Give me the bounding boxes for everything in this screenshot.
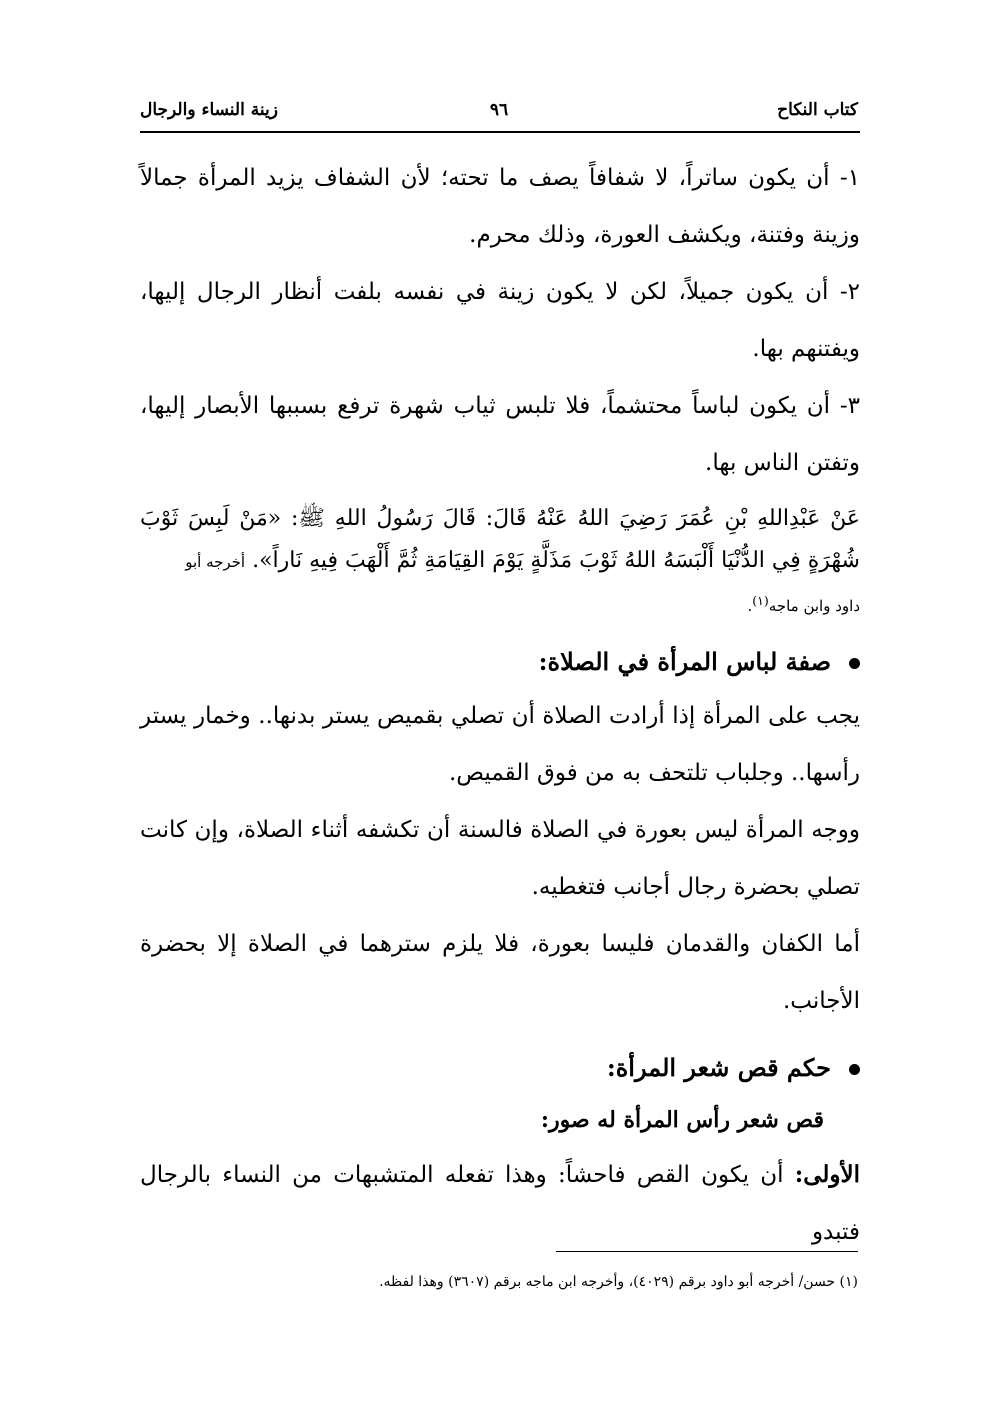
hadith-body: عَنْ عَبْدِاللهِ بْنِ عُمَرَ رَضِيَ اللهُ عَنْهُ قَالَ: قَالَ رَسُولُ اللهِ ﷺ: «مَنْ لَبِسَ ثَوْبَ شُهْرَةٍ فِي الدُّنْيَا أَلْبَسَهُ اللهُ ثَوْبَ مَذَلَّةٍ يَوْمَ القِيَامَةِ ثُمَّ أَلْهَبَ فِيهِ نَاراً». <box>140 506 860 573</box>
page-body <box>140 150 860 1261</box>
paragraph-2: ٢- أن يكون جميلاً، لكن لا يكون زينة في نفسه بلفت أنظار الرجال إليها، ويفتنهم بها. <box>140 279 860 362</box>
heading-2-text: حكم قص شعر المرأة: <box>606 1053 831 1082</box>
hadith-reference <box>140 583 860 624</box>
page-number: ٩٦ <box>489 100 509 120</box>
hadith-ref-b: داود وابن ماجه <box>768 597 860 615</box>
header-rule <box>140 131 860 133</box>
bullet-icon <box>849 1064 860 1075</box>
subheading: قص شعر رأس المرأة له صور: <box>540 1107 824 1133</box>
paragraph-1: ١- أن يكون ساتراً، لا شفافاً يصف ما تحته؛ لأن الشفاف يزيد المرأة جمالاً وزينة وفتنة، ويكشف العورة، وذلك محرم. <box>140 165 860 248</box>
heading-1-text: صفة لباس المرأة في الصلاة: <box>538 647 831 676</box>
paragraph-7-lead: الأولى: <box>794 1161 860 1188</box>
paragraph-7 <box>140 1146 860 1261</box>
paragraph-3: ٣- أن يكون لباساً محتشماً، فلا تلبس ثياب شهرة ترفع بسببها الأبصار إليها، وتفتن الناس بها. <box>140 393 860 476</box>
footnote: (١) حسن/ أخرجه أبو داود برقم (٤٠٢٩)، وأخرجه ابن ماجه برقم (٣٦٠٧) وهذا لفظه. <box>379 1274 858 1290</box>
paragraph-7-text: أن يكون القص فاحشاً: وهذا تفعله المتشبهات من النساء بالرجال فتبدو <box>140 1162 860 1245</box>
paragraph-6: أما الكفان والقدمان فليسا بعورة، فلا يلزم سترهما في الصلاة إلا بحضرة الأجانب. <box>140 931 860 1014</box>
book-title: كتاب النكاح <box>777 100 858 120</box>
hadith-ref-end: . <box>747 597 753 615</box>
paragraph-5: ووجه المرأة ليس بعورة في الصلاة فالسنة أن تكشفه أثناء الصلاة، وإن كانت تصلي بحضرة رجال أجانب فتغطيه. <box>140 817 860 900</box>
section-heading-prayer-clothing <box>140 636 860 688</box>
section-heading-hair-cutting <box>140 1042 860 1094</box>
hadith-text <box>140 498 860 583</box>
footnote-rule <box>556 1251 858 1252</box>
footnote-marker: (١) <box>752 593 769 608</box>
bullet-icon <box>849 658 860 669</box>
chapter-title: زينة النساء والرجال <box>140 100 278 120</box>
running-header <box>140 100 858 130</box>
hadith-ref-a: أخرجه أبو <box>185 553 246 571</box>
paragraph-4: يجب على المرأة إذا أرادت الصلاة أن تصلي بقميص يستر بدنها.. وخمار يستر رأسها.. وجلباب تلتحف به من فوق القميص. <box>140 703 860 786</box>
